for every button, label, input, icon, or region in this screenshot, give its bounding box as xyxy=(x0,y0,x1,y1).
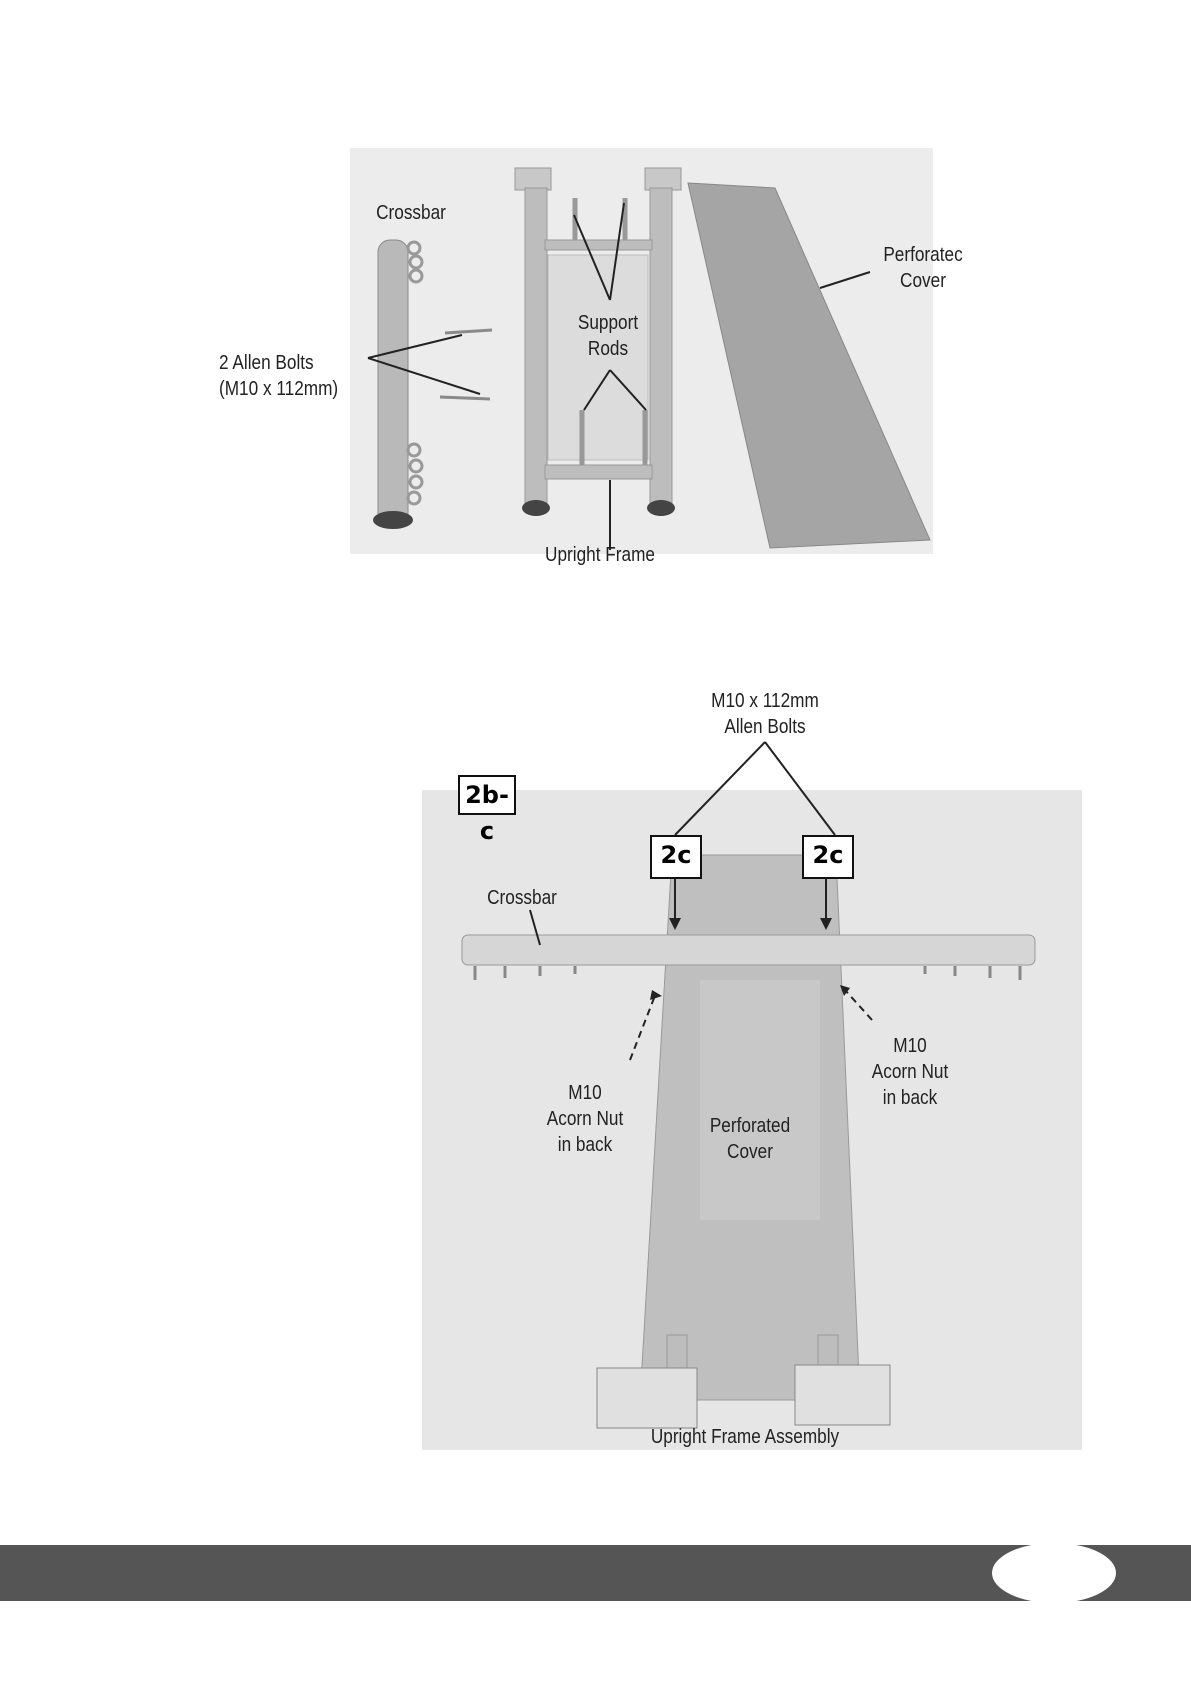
upright-frame-label: Upright Frame xyxy=(545,544,655,566)
bolts-label: M10 x 112mm Allen Bolts xyxy=(711,690,819,738)
page-number-oval xyxy=(992,1543,1116,1603)
acorn-nut-left-label: M10 Acorn Nut in back xyxy=(546,1082,624,1156)
perforated-cover-label-2: Perforated Cover xyxy=(709,1115,791,1163)
crossbar-label-2: Crossbar xyxy=(487,887,557,909)
frame-assembly-label: Upright Frame Assembly xyxy=(650,1426,840,1448)
perforated-cover-label: Perforatec Cover xyxy=(883,244,963,292)
acorn-nut-right-label: M10 Acorn Nut in back xyxy=(871,1035,949,1109)
allen-bolts-label: 2 Allen Bolts (M10 x 112mm) xyxy=(219,352,339,400)
support-rods-label: Support Rods xyxy=(577,312,639,360)
callout-2c-right: 2c xyxy=(802,835,854,879)
callout-2c-left: 2c xyxy=(650,835,702,879)
crossbar-label: Crossbar xyxy=(376,202,446,224)
step-tag: 2b-c xyxy=(458,775,516,815)
